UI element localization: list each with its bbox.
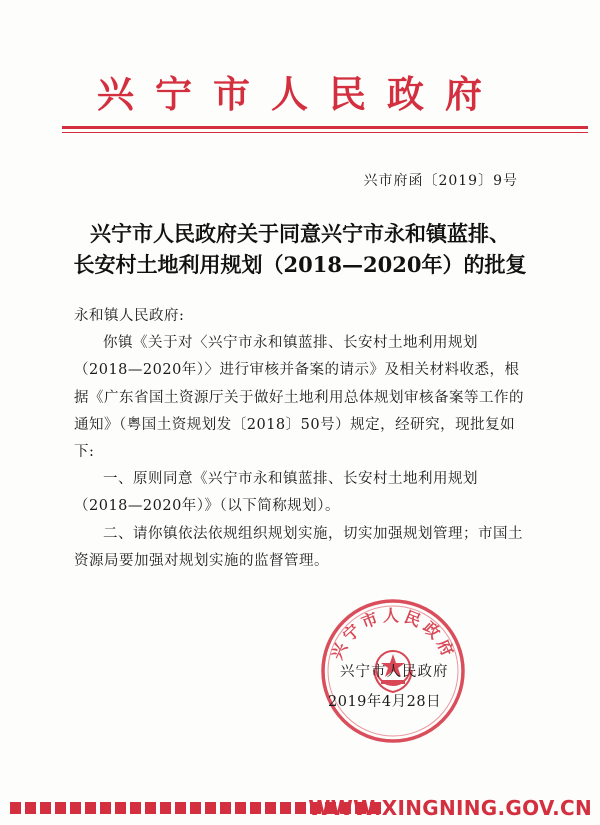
header-red-rule-thin [62,132,588,133]
signature-issuer: 兴宁市人民政府 [340,664,449,680]
document-number: 兴市府函〔2019〕9号 [363,173,518,189]
body-paragraph-3: 二、请你镇依法依规组织规划实施，切实加强规划管理；市国土资源局要加强对规划实施的监督管理。 [74,525,523,569]
body-paragraph-1: 你镇《关于对〈兴宁市永和镇蓝排、长安村土地利用规划（2018—2020年）〉进行审核并备案的请示》及相关材料收悉，根据《广东省国土资源厅关于做好土地利用总体规划审核备案等工作的通知》（粤国土资规划发〔2018〕50号）规定，经研究，现批复如下: [74,335,524,461]
document-title-line-1: 兴宁市人民政府关于同意兴宁市永和镇蓝排、 [90,221,510,246]
document-title [0,218,600,280]
footer-bar [0,784,600,825]
document-body [74,303,530,575]
seal-arc-text: 兴宁市人民政府 [327,606,459,663]
site-watermark: WWW.XINGNING.GOV.CN [308,796,592,820]
body-paragraph-2: 一、原则同意《兴宁市永和镇蓝排、长安村土地利用规划（2018—2020年）》（以下简称规划）。 [74,471,478,515]
svg-text:兴宁市人民政府 [327,606,459,662]
signature-date: 2019年4月28日 [328,694,442,710]
document-title-line-2: 长安村土地利用规划（2018—2020年）的批复 [73,252,527,277]
salutation: 永和镇人民政府: [74,308,185,324]
issuer-header-title: 兴宁市人民政府 [97,72,503,116]
header-red-rule-thick [62,126,588,129]
